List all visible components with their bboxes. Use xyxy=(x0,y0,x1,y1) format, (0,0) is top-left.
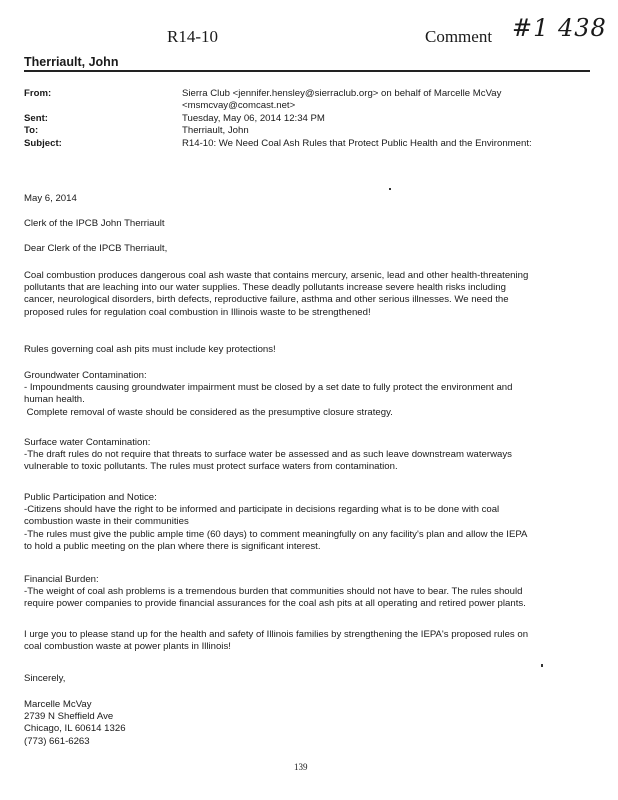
from-label: From: xyxy=(24,88,52,99)
signature-block xyxy=(24,699,126,748)
key-protections: Rules governing coal ash pits must include key protections! xyxy=(24,344,276,355)
section-heading: Public Participation and Notice: xyxy=(24,492,157,503)
from-line-1: Sierra Club <jennifer.hensley@sierraclub.org> on behalf of Marcelle McVay xyxy=(182,88,502,99)
section-line: -Citizens should have the right to be informed and participate in decisions regarding what is to be done with coal xyxy=(24,504,500,516)
section-line: Complete removal of waste should be considered as the presumptive closure strategy. xyxy=(24,406,393,418)
section-line: -The rules must give the public ample time (60 days) to comment meaningfully on any facility's plan and allow the IEPA xyxy=(24,528,528,540)
addressee: Clerk of the IPCB John Therriault xyxy=(24,218,165,229)
section-line: -The weight of coal ash problems is a tremendous burden that communities should not have to bear. The rules should xyxy=(24,586,523,598)
sent-label: Sent: xyxy=(24,113,48,124)
salutation: Dear Clerk of the IPCB Therriault, xyxy=(24,243,168,254)
closing-line: I urge you to please stand up for the health and safety of Illinois families by strengthening the IEPA's proposed rules on xyxy=(24,629,529,640)
phone-number: (773) 661-6263 xyxy=(24,735,90,747)
section-line: to hold a public meeting on the plan where there is significant interest. xyxy=(24,540,321,552)
address-line-2: Chicago, IL 60614 1326 xyxy=(24,723,126,735)
surface-water-section xyxy=(24,437,594,474)
signer-name: Marcelle McVay xyxy=(24,699,92,710)
subject-label: Subject: xyxy=(24,138,62,149)
from-value xyxy=(182,88,501,112)
groundwater-section xyxy=(24,370,594,419)
closing-line: coal combustion waste at power plants in Illinois! xyxy=(24,641,231,653)
scan-speck xyxy=(541,664,543,667)
comment-label: Comment xyxy=(425,27,493,46)
financial-burden-section xyxy=(24,574,604,611)
subject-value: R14-10: We Need Coal Ash Rules that Protect Public Health and the Environment: xyxy=(182,138,532,149)
mailbox-owner: Therriault, John xyxy=(24,55,119,69)
intro-line: Coal combustion produces dangerous coal ash waste that contains mercury, arsenic, lead and other health-threatening xyxy=(24,270,529,281)
section-line: require power companies to provide financial assurances for the coal ash pits at all operating and retired power plants. xyxy=(24,598,526,610)
to-label: To: xyxy=(24,125,39,136)
header-rule xyxy=(24,70,590,72)
scan-speck xyxy=(389,188,391,190)
closing-paragraph xyxy=(24,629,604,653)
intro-line: pollutants that are leaching into our water supplies. These deadly pollutants increase severe health risks including xyxy=(24,282,506,294)
page-number: 139 xyxy=(294,762,308,772)
section-heading: Financial Burden: xyxy=(24,574,99,585)
section-heading: Surface water Contamination: xyxy=(24,437,151,448)
intro-paragraph xyxy=(24,270,594,319)
section-line: vulnerable to toxic pollutants. The rules must protect surface waters from contamination. xyxy=(24,461,398,473)
address-line-1: 2739 N Sheffield Ave xyxy=(24,711,114,723)
section-line: combustion waste in their communities xyxy=(24,516,189,528)
sign-off: Sincerely, xyxy=(24,673,66,684)
public-participation-section xyxy=(24,492,604,553)
sent-value: Tuesday, May 06, 2014 12:34 PM xyxy=(182,113,325,124)
intro-line: cancer, neurological disorders, birth defects, reproductive failure, asthma and other serious illnesses. We need the xyxy=(24,294,509,306)
section-line: - Impoundments causing groundwater impairment must be closed by a set date to fully protect the environment and xyxy=(24,382,513,394)
intro-line: proposed rules for regulation coal combustion in Illinois waste to be strengthened! xyxy=(24,306,371,318)
comment-number-handwritten: #1 438 xyxy=(512,14,607,42)
letter-date: May 6, 2014 xyxy=(24,193,77,204)
section-heading: Groundwater Contamination: xyxy=(24,370,147,381)
section-line: human health. xyxy=(24,394,85,406)
to-value: Therriault, John xyxy=(182,125,249,136)
section-line: -The draft rules do not require that threats to surface water be assessed and as such leave downstream waterways xyxy=(24,449,512,461)
docket-number: R14-10 xyxy=(167,27,218,46)
from-line-2: <msmcvay@comcast.net> xyxy=(182,100,296,111)
